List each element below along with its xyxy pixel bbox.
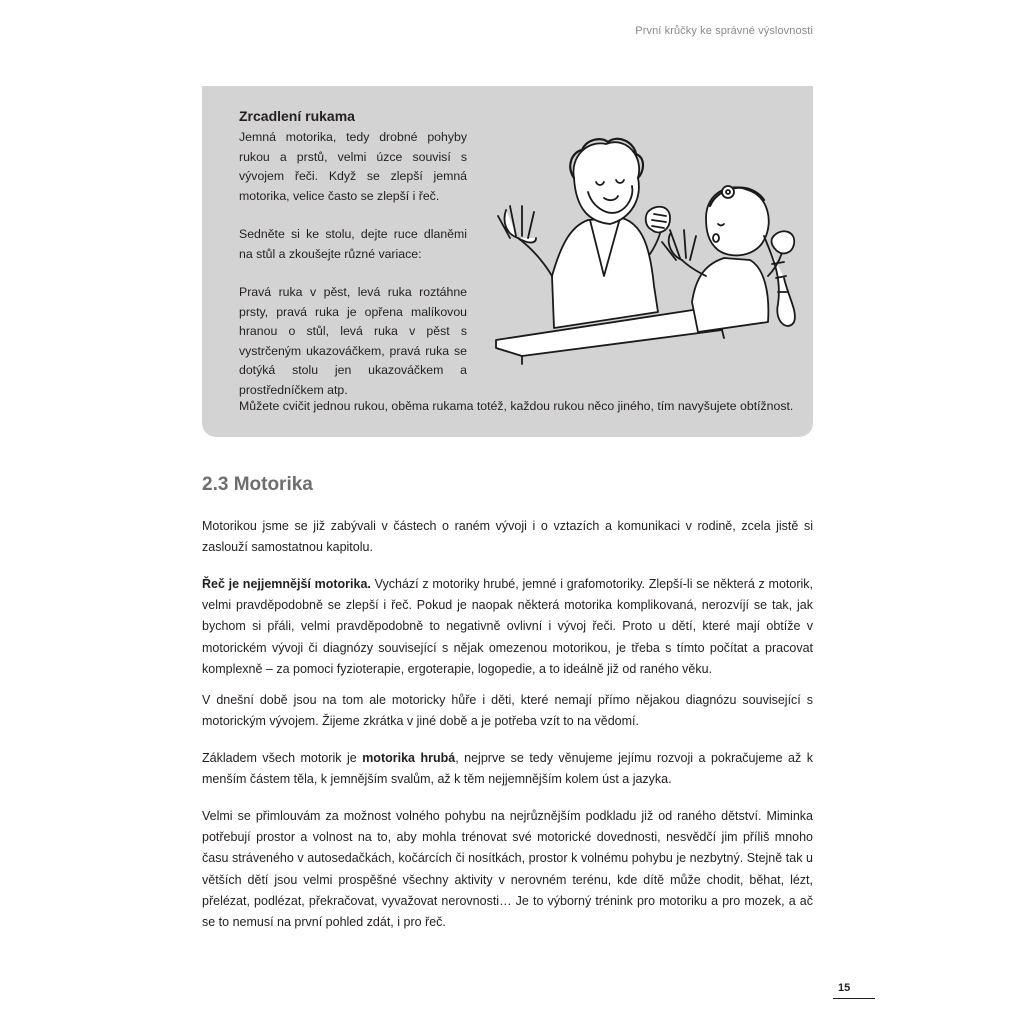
paragraph-2-text: Vychází z motoriky hrubé, jemné i grafomotoriky. Zlepší-li se některá z motorik, velmi pravděpodobně se zlepší i řeč. Pokud je naopak některá motorika komplikovaná, nerozvíjí se tak, jak bychom si přáli, velmi pravděpodobně to negativně ovlivní i vývoj řeči. Proto u dětí, které mají obtíže v motorickém vývoji či diagnózy související s nějak omezenou motorikou, je třeba s tímto počítat a pracovat komplexně – za pomoci fyzioterapie, ergoterapie, logopedie, a to ideálně již od raného věku.: [202, 577, 813, 676]
section-heading: 2.3 Motorika: [202, 474, 313, 495]
exercise-box: [202, 86, 813, 437]
box-title: Zrcadlení rukama: [239, 108, 355, 124]
paragraph-4-bold: motorika hrubá: [362, 751, 456, 765]
father-figure-icon: [498, 139, 670, 328]
paragraph-2: [202, 574, 813, 680]
box-paragraph-3: Pravá ruka v pěst, levá ruka roztáhne prsty, pravá ruka je opřena malíkovou hranou o stůl, levá ruka v pěst s vystrčeným ukazováčkem, pravá ruka se dotýká stolu jen ukazováčkem a prostředníčkem atp.: [239, 285, 467, 397]
box-last-line: Můžete cvičit jednou rukou, oběma rukama totéž, každou rukou něco jiného, tím navyšujete obtížnost.: [239, 399, 794, 413]
paragraph-4-start: Základem všech motorik je: [202, 751, 363, 765]
girl-figure-icon: [662, 186, 795, 332]
paragraph-4-text: , nejprve se tedy věnujeme jejímu rozvoji a pokračujeme až k menším částem těla, k jemnějším svalům, až k těm nejjemnějším kolem úst a jazyka.: [202, 751, 813, 787]
paragraph-5: Velmi se přimlouvám za možnost volného pohybu na nejrůznějším podkladu již od raného dětství. Miminka potřebují prostor a volnost na to, aby mohla trénovat své motorické dovednosti, nesvědčí jim příliš mnoho času stráveného v autosedačkách, kočárcích či nosítkách, prostor k volnému pohybu je nezbytný. Stejně tak u větších dětí jsou velmi prospěšné všechny aktivity v nerovném terénu, kde dítě může chodit, běhat, lézt, přelézat, podlézat, překračovat, vyvažovat nerovnosti… Je to výborný trénink pro motoriku a pro mozek, a ač se to nemusí na první pohled zdát, i pro řeč.: [202, 809, 813, 930]
paragraph-4: [202, 748, 813, 790]
running-header: První krůčky ke správné výslovnosti: [635, 25, 813, 37]
page-number: 15: [838, 982, 851, 994]
paragraph-2-bold: Řeč je nejjemnější motorika.: [202, 577, 371, 591]
illustration-father-daughter-hands: [492, 126, 802, 366]
box-paragraph-2: Sedněte si ke stolu, dejte ruce dlaněmi na stůl a zkoušejte různé variace:: [239, 227, 467, 261]
box-paragraph-1: Jemná motorika, tedy drobné pohyby rukou a prstů, velmi úzce souvisí s vývojem řeči. Když se zlepší jemná motorika, velice často se zlepší i řeč.: [239, 130, 467, 203]
paragraph-3: V dnešní době jsou na tom ale motoricky hůře i děti, které nemají přímo nějakou diagnózu související s motorickým vývojem. Žijeme zkrátka v jiné době a je potřeba vzít to na vědomí.: [202, 693, 813, 729]
page-number-rule: [833, 998, 875, 999]
paragraph-1: Motorikou jsme se již zabývali v částech o raném vývoji i o vztazích a komunikaci v rodině, zcela jistě si zaslouží samostatnou kapitolu.: [202, 519, 813, 555]
